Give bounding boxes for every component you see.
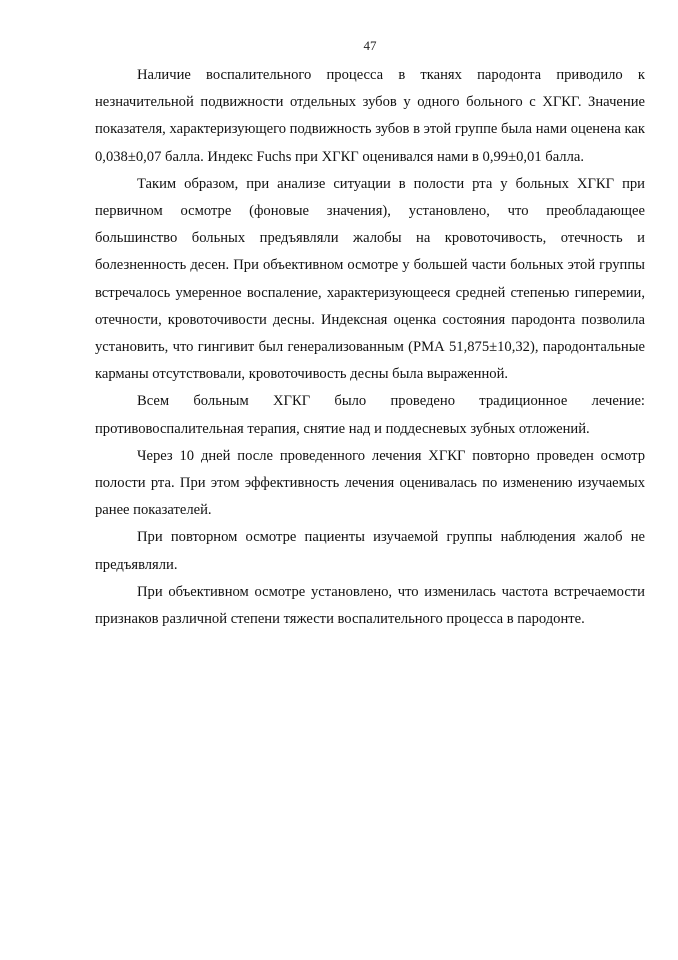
- paragraph-objective-findings: При объективном осмотре установлено, что изменилась частота встречаемости признаков различной степени тяжести воспалительного процесса в пародонте.: [95, 583, 645, 628]
- page-number: 47: [363, 38, 377, 53]
- paragraph-tooth-mobility: Наличие воспалительного процесса в тканях пародонта приводило к незначительной подвижности отдельных зубов у одного больного с ХГКГ. Значение показателя, характеризующего подвижность зубов в этой группе была нами оценена как 0,038±0,07 балла. Индекс Fuchs при ХГКГ оценивался нами в 0,99±0,01 балла.: [95, 67, 645, 165]
- paragraph-no-complaints: При повторном осмотре пациенты изучаемой группы наблюдения жалоб не предъявляли.: [95, 529, 645, 573]
- body-text: [95, 62, 645, 633]
- paragraph-follow-up: Через 10 дней после проведенного лечения ХГКГ повторно проведен осмотр полости рта. При этом эффективность лечения оценивалась по изменению изучаемых ранее показателей.: [95, 447, 645, 519]
- paragraph-initial-examination: Таким образом, при анализе ситуации в полости рта у больных ХГКГ при первичном осмотре (фоновые значения), установлено, что преобладающее большинство больных предъявляли жалобы на кровоточивость, отечность и болезненность десен. При объективном осмотре у большей части больных этой группы встречалось умеренное воспаление, характеризующееся средней степенью гиперемии, отечности, кровоточивости десны. Индексная оценка состояния пародонта позволила установить, что гингивит был генерализованным (РМА 51,875±10,32), пародонтальные карманы отсутствовали, кровоточивость десны была выраженной.: [95, 175, 645, 383]
- paragraph-treatment: Всем больным ХГКГ было проведено традиционное лечение: противовоспалительная терапия, снятие над и поддесневых зубных отложений.: [95, 393, 645, 437]
